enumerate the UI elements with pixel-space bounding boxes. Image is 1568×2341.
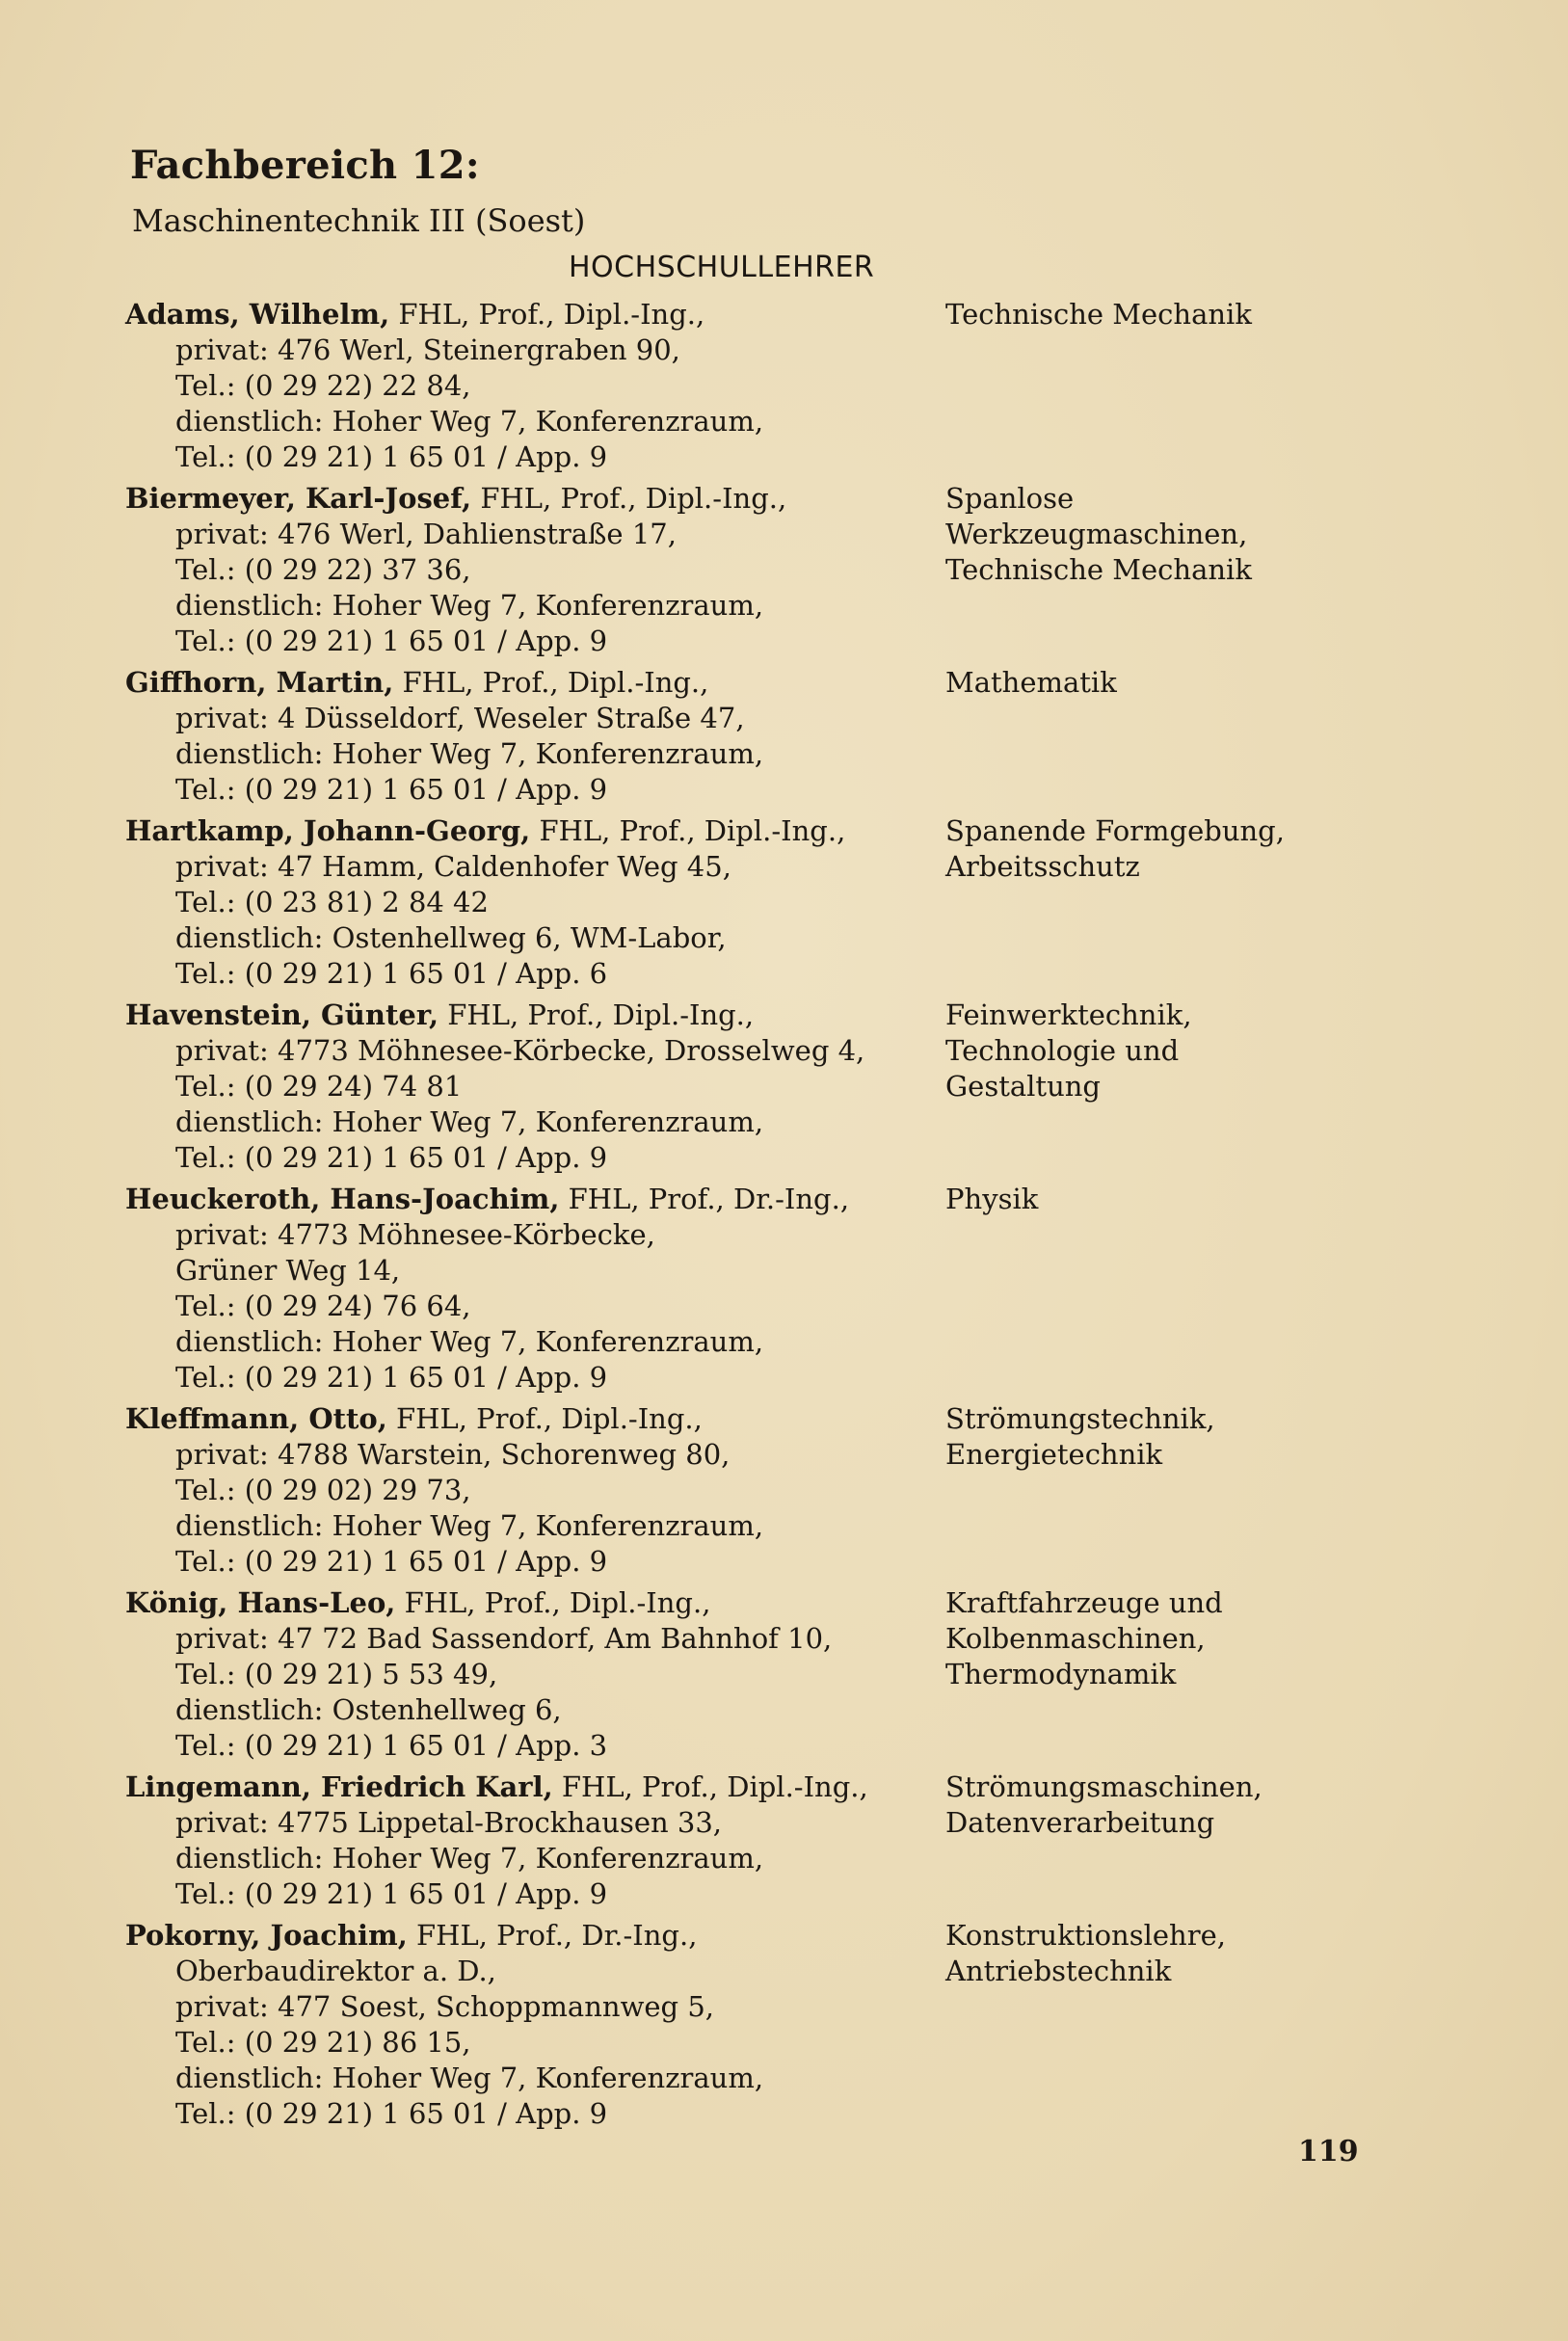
subject-line: Konstruktionslehre, [945, 1919, 1226, 1952]
subject-line: Datenverarbeitung [945, 1806, 1215, 1839]
staff-detail-line: privat: 4773 Möhnesee-Körbecke, Drosselweg 4, [175, 1034, 865, 1067]
staff-detail-line: Tel.: (0 29 21) 1 65 01 / App. 9 [175, 773, 608, 806]
staff-name: Biermeyer, Karl-Josef, [125, 482, 472, 515]
staff-details [125, 1401, 916, 1580]
staff-details [125, 665, 916, 808]
staff-details [125, 297, 916, 475]
staff-entry [0, 297, 1568, 475]
subject-line: Physik [945, 1183, 1039, 1215]
staff-detail-line: Tel.: (0 29 21) 1 65 01 / App. 9 [175, 1361, 608, 1394]
staff-entry [0, 998, 1568, 1176]
staff-list [0, 297, 1568, 2138]
page-number: 119 [1298, 2135, 1359, 2168]
staff-subjects [945, 813, 1447, 885]
staff-name: Kleffmann, Otto, [125, 1402, 387, 1435]
staff-name-line [125, 1401, 916, 1437]
subject-line: Strömungsmaschinen, [945, 1770, 1262, 1803]
staff-name-line [125, 297, 916, 333]
staff-detail-line: Oberbaudirektor a. D., [175, 1955, 496, 1987]
staff-subjects [945, 1769, 1447, 1841]
staff-detail-line: privat: 4 Düsseldorf, Weseler Straße 47, [175, 702, 745, 734]
staff-name-line [125, 481, 916, 517]
staff-title: FHL, Prof., Dipl.-Ing., [439, 998, 755, 1031]
staff-detail-line: dienstlich: Hoher Weg 7, Konferenzraum, [175, 1842, 764, 1875]
staff-entry [0, 1585, 1568, 1764]
subject-line: Werkzeugmaschinen, [945, 518, 1248, 550]
staff-detail-line: Tel.: (0 23 81) 2 84 42 [175, 886, 489, 918]
page-title: Fachbereich 12: [130, 143, 480, 188]
staff-detail-line: Tel.: (0 29 21) 1 65 01 / App. 6 [175, 957, 608, 990]
staff-name-line [125, 1182, 916, 1217]
page-subtitle: Maschinentechnik III (Soest) [132, 202, 586, 239]
staff-title: FHL, Prof., Dipl.-Ing., [530, 814, 846, 847]
section-heading: HOCHSCHULLEHRER [569, 251, 875, 284]
staff-title: FHL, Prof., Dipl.-Ing., [471, 482, 787, 515]
staff-title: FHL, Prof., Dipl.-Ing., [389, 298, 705, 331]
staff-detail-line: dienstlich: Ostenhellweg 6, [175, 1693, 562, 1726]
staff-title: FHL, Prof., Dr.-Ing., [559, 1183, 850, 1215]
staff-detail-line: dienstlich: Ostenhellweg 6, WM-Labor, [175, 921, 727, 954]
staff-detail-line: privat: 47 Hamm, Caldenhofer Weg 45, [175, 850, 731, 883]
staff-name: Giffhorn, Martin, [125, 666, 394, 699]
staff-subjects [945, 1182, 1447, 1217]
staff-name: Havenstein, Günter, [125, 998, 439, 1031]
staff-detail-line: Tel.: (0 29 21) 1 65 01 / App. 9 [175, 1545, 608, 1578]
subject-line: Energietechnik [945, 1438, 1163, 1471]
staff-detail-line: dienstlich: Hoher Weg 7, Konferenzraum, [175, 1509, 764, 1542]
staff-detail-line: Tel.: (0 29 24) 74 81 [175, 1070, 463, 1103]
staff-details [125, 1769, 916, 1912]
staff-detail-line: Tel.: (0 29 22) 22 84, [175, 369, 471, 402]
staff-detail-line: privat: 477 Soest, Schoppmannweg 5, [175, 1990, 715, 2023]
subject-line: Strömungstechnik, [945, 1402, 1215, 1435]
staff-detail-line: privat: 4773 Möhnesee-Körbecke, [175, 1218, 655, 1251]
staff-detail-line: privat: 476 Werl, Steinergraben 90, [175, 333, 680, 366]
staff-detail-line: privat: 476 Werl, Dahlienstraße 17, [175, 518, 677, 550]
staff-entry [0, 1182, 1568, 1396]
staff-name: Pokorny, Joachim, [125, 1919, 408, 1952]
staff-entry [0, 481, 1568, 659]
staff-title: FHL, Prof., Dr.-Ing., [407, 1919, 698, 1952]
subject-line: Mathematik [945, 666, 1117, 699]
staff-subjects [945, 481, 1447, 588]
subject-line: Spanlose [945, 482, 1075, 515]
staff-subjects [945, 1585, 1447, 1692]
staff-details [125, 481, 916, 659]
staff-details [125, 1585, 916, 1764]
staff-detail-line: privat: 4775 Lippetal-Brockhausen 33, [175, 1806, 723, 1839]
subject-line: Thermodynamik [945, 1658, 1177, 1690]
staff-title: FHL, Prof., Dipl.-Ing., [386, 1402, 703, 1435]
staff-subjects [945, 1918, 1447, 1989]
staff-entry [0, 665, 1568, 808]
staff-details [125, 813, 916, 992]
staff-name-line [125, 998, 916, 1033]
subject-line: Technische Mechanik [945, 553, 1252, 586]
staff-subjects [945, 297, 1447, 333]
staff-subjects [945, 998, 1447, 1104]
staff-detail-line: Tel.: (0 29 02) 29 73, [175, 1474, 471, 1506]
staff-name-line [125, 665, 916, 701]
subject-line: Arbeitsschutz [945, 850, 1140, 883]
staff-name-line [125, 1918, 916, 1954]
staff-detail-line: Tel.: (0 29 21) 1 65 01 / App. 9 [175, 625, 608, 657]
subject-line: Technologie und [945, 1034, 1180, 1067]
staff-detail-line: Grüner Weg 14, [175, 1254, 401, 1287]
staff-name-line [125, 1585, 916, 1621]
staff-name-line [125, 813, 916, 849]
staff-detail-line: Tel.: (0 29 21) 1 65 01 / App. 9 [175, 1877, 608, 1910]
staff-name-line [125, 1769, 916, 1805]
staff-name: König, Hans-Leo, [125, 1586, 396, 1619]
subject-line: Feinwerktechnik, [945, 998, 1192, 1031]
subject-line: Kraftfahrzeuge und [945, 1586, 1223, 1619]
staff-title: FHL, Prof., Dipl.-Ing., [393, 666, 709, 699]
staff-detail-line: privat: 47 72 Bad Sassendorf, Am Bahnhof 10, [175, 1622, 833, 1655]
staff-detail-line: dienstlich: Hoher Weg 7, Konferenzraum, [175, 405, 764, 438]
staff-entry [0, 1401, 1568, 1580]
staff-name: Heuckeroth, Hans-Joachim, [125, 1183, 560, 1215]
staff-name: Lingemann, Friedrich Karl, [125, 1770, 553, 1803]
staff-entry [0, 1769, 1568, 1912]
staff-detail-line: Tel.: (0 29 21) 5 53 49, [175, 1658, 498, 1690]
subject-line: Kolbenmaschinen, [945, 1622, 1206, 1655]
staff-entry [0, 813, 1568, 992]
staff-detail-line: Tel.: (0 29 21) 1 65 01 / App. 3 [175, 1729, 608, 1762]
staff-detail-line: Tel.: (0 29 21) 86 15, [175, 2026, 471, 2059]
staff-detail-line: dienstlich: Hoher Weg 7, Konferenzraum, [175, 589, 764, 622]
staff-name: Hartkamp, Johann-Georg, [125, 814, 531, 847]
staff-details [125, 998, 916, 1176]
staff-details [125, 1918, 916, 2132]
subject-line: Antriebstechnik [945, 1955, 1172, 1987]
staff-subjects [945, 665, 1447, 701]
staff-entry [0, 1918, 1568, 2132]
staff-detail-line: Tel.: (0 29 21) 1 65 01 / App. 9 [175, 1141, 608, 1174]
staff-detail-line: dienstlich: Hoher Weg 7, Konferenzraum, [175, 1325, 764, 1358]
staff-detail-line: Tel.: (0 29 21) 1 65 01 / App. 9 [175, 2097, 608, 2130]
subject-line: Spanende Formgebung, [945, 814, 1285, 847]
subject-line: Technische Mechanik [945, 298, 1252, 331]
staff-detail-line: privat: 4788 Warstein, Schorenweg 80, [175, 1438, 731, 1471]
staff-detail-line: dienstlich: Hoher Weg 7, Konferenzraum, [175, 1105, 764, 1138]
staff-detail-line: Tel.: (0 29 22) 37 36, [175, 553, 471, 586]
subject-line: Gestaltung [945, 1070, 1102, 1103]
staff-title: FHL, Prof., Dipl.-Ing., [395, 1586, 711, 1619]
staff-name: Adams, Wilhelm, [125, 298, 390, 331]
staff-title: FHL, Prof., Dipl.-Ing., [552, 1770, 868, 1803]
staff-detail-line: Tel.: (0 29 24) 76 64, [175, 1290, 471, 1322]
staff-subjects [945, 1401, 1447, 1473]
staff-detail-line: dienstlich: Hoher Weg 7, Konferenzraum, [175, 737, 764, 770]
staff-detail-line: Tel.: (0 29 21) 1 65 01 / App. 9 [175, 440, 608, 473]
staff-detail-line: dienstlich: Hoher Weg 7, Konferenzraum, [175, 2062, 764, 2094]
staff-details [125, 1182, 916, 1396]
